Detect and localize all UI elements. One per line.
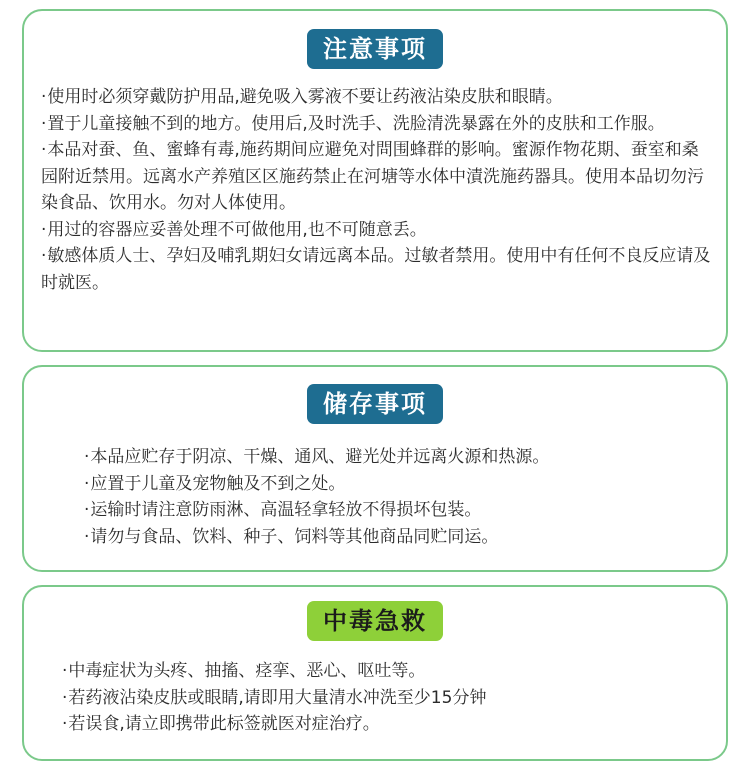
list-item: · 中毒症状为头疼、抽搐、痉挛、恶心、呕吐等。: [62, 658, 702, 685]
list-item: · 敏感体质人士、孕妇及哺乳期妇女请远离本品。过敏者禁用。使用中有任何不良反应请及时就医。: [41, 243, 713, 296]
list-item: · 使用时必须穿戴防护用品,避免吸入雾液不要让药液沾染皮肤和眼睛。: [41, 84, 713, 111]
list-item: · 应置于儿童及宠物触及不到之处。: [84, 471, 704, 498]
precautions-list: [41, 84, 713, 296]
first-aid-panel: [22, 585, 728, 761]
list-item: · 置于儿童接触不到的地方。使用后,及时洗手、洗脸清洗暴露在外的皮肤和工作服。: [41, 111, 713, 138]
list-item: · 用过的容器应妥善处理不可做他用,也不可随意丢。: [41, 217, 713, 244]
list-item: · 若药液沾染皮肤或眼睛,请即用大量清水冲洗至少15分钟: [62, 685, 702, 712]
first-aid-list: [62, 658, 702, 738]
list-item: · 本品应贮存于阴凉、干燥、通风、避光处并远离火源和热源。: [84, 444, 704, 471]
list-item: · 本品对蚕、鱼、蜜蜂有毒,施药期间应避免对問围蜂群的影响。蜜源作物花期、蚕室和桑园附近禁用。远离水产养殖区区施药禁止在河塘等水体中漬洗施药器具。使用本品切勿污染食品、饮用水。勿对人体使用。: [41, 137, 713, 217]
precautions-title: 注意事项: [307, 29, 443, 69]
storage-title: 储存事项: [307, 384, 443, 424]
list-item: · 若误食,请立即携带此标签就医对症治疗。: [62, 711, 702, 738]
list-item: · 请勿与食品、饮料、种子、饲料等其他商品同贮同运。: [84, 524, 704, 551]
first-aid-title: 中毒急救: [307, 601, 443, 641]
storage-list: [84, 444, 704, 550]
list-item: · 运输时请注意防雨淋、高温轻拿轻放不得损坏包装。: [84, 497, 704, 524]
storage-panel: [22, 365, 728, 572]
precautions-panel: [22, 9, 728, 352]
